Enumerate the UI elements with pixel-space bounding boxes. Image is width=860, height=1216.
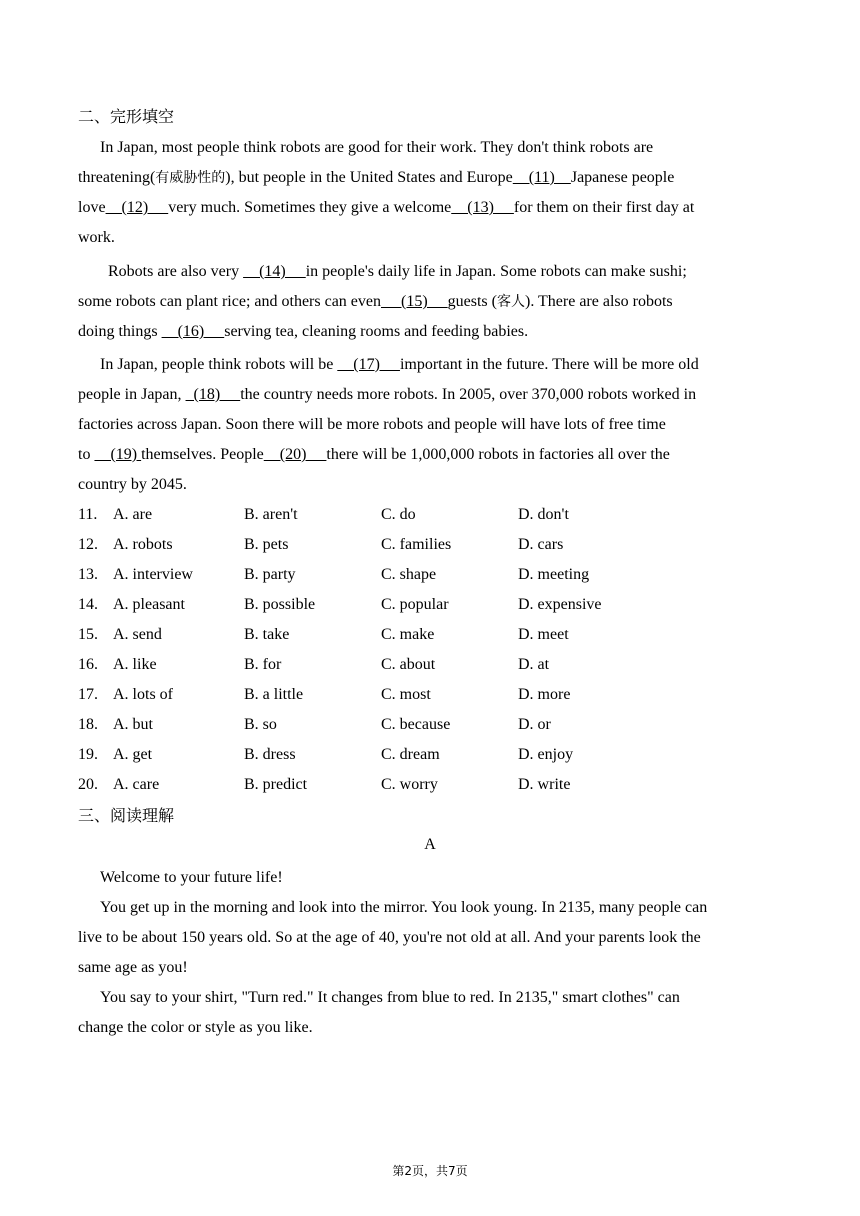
option-b: B. aren't: [244, 506, 298, 523]
option-a: A. but: [113, 716, 153, 733]
text-segment: ). There are also robots: [524, 293, 673, 310]
text-segment: Japanese people: [570, 169, 675, 186]
option-c: C. shape: [381, 566, 437, 583]
text-line: In Japan, most people think robots are good for their work. They don't think robots are: [100, 139, 654, 156]
page-footer: 第2页，共7页: [392, 1164, 468, 1178]
chinese-gloss: 有威胁性的: [155, 170, 226, 186]
text-segment: Robots are also very: [108, 263, 244, 280]
option-a: A. like: [113, 656, 157, 673]
option-d: D. at: [518, 656, 550, 673]
option-d: D. don't: [518, 506, 569, 523]
question-number: 20.: [78, 776, 98, 793]
option-b: B. pets: [244, 536, 289, 553]
text-segment: some robots can plant rice; and others can even: [78, 293, 381, 310]
text-line: country by 2045.: [78, 476, 187, 493]
option-c: C. families: [381, 536, 452, 553]
option-row: [78, 530, 778, 560]
option-d: D. enjoy: [518, 746, 574, 763]
option-d: D. cars: [518, 536, 564, 553]
text-line: You say to your shirt, "Turn red." It changes from blue to red. In 2135," smart clothes" can: [100, 989, 680, 1006]
option-c: C. most: [381, 686, 431, 703]
passage-letter: A: [424, 836, 436, 853]
option-row: [78, 500, 778, 530]
option-row: [78, 590, 778, 620]
option-b: B. a little: [244, 686, 304, 703]
question-number: 16.: [78, 656, 98, 673]
question-number: 11.: [78, 506, 98, 523]
option-a: A. pleasant: [113, 596, 185, 613]
option-row: [78, 740, 778, 770]
text-segment: very much. Sometimes they give a welcome: [168, 199, 452, 216]
option-c: C. make: [381, 626, 435, 643]
cloze-paragraph-2: [78, 257, 768, 347]
text-segment: there will be 1,000,000 robots in factories all over the: [326, 446, 670, 463]
option-b: B. for: [244, 656, 282, 673]
text-line: same age as you!: [78, 959, 188, 976]
text-line: You get up in the morning and look into the mirror. You look young. In 2135, many people can: [100, 899, 708, 916]
question-number: 18.: [78, 716, 98, 733]
blank-16: (16): [161, 323, 225, 340]
text-segment: threatening(: [78, 169, 156, 186]
blank-13: (13): [451, 199, 514, 216]
blank-11: (11): [512, 169, 571, 186]
option-b: B. dress: [244, 746, 296, 763]
text-segment: love: [78, 199, 106, 216]
text-segment: in people's daily life in Japan. Some robots can make sushi;: [305, 263, 687, 280]
option-d: D. or: [518, 716, 551, 733]
text-segment: people in Japan,: [78, 386, 186, 403]
reading-passage: [78, 863, 768, 1043]
blank-20: (20): [263, 446, 327, 463]
option-d: D. expensive: [518, 596, 602, 613]
text-segment: In Japan, people think robots will be: [100, 356, 338, 373]
section-title-reading: 三、阅读理解: [78, 806, 175, 825]
option-c: C. about: [381, 656, 436, 673]
option-row: [78, 710, 778, 740]
question-number: 15.: [78, 626, 98, 643]
option-a: A. interview: [113, 566, 193, 583]
text-segment: the country needs more robots. In 2005, over 370,000 robots worked in: [240, 386, 697, 403]
blank-12: (12): [105, 199, 169, 216]
option-b: B. predict: [244, 776, 308, 793]
text-segment: guests (: [447, 293, 497, 310]
option-a: A. lots of: [113, 686, 173, 703]
text-line: factories across Japan. Soon there will be more robots and people will have lots of free time: [78, 416, 666, 433]
question-number: 19.: [78, 746, 98, 763]
option-row: [78, 770, 778, 800]
option-d: D. meeting: [518, 566, 590, 583]
option-a: A. robots: [113, 536, 173, 553]
text-line: live to be about 150 years old. So at the age of 40, you're not old at all. And your parents look the: [78, 929, 701, 946]
option-d: D. more: [518, 686, 571, 703]
text-line: work.: [78, 229, 115, 246]
section-title-cloze: 二、完形填空: [78, 107, 175, 126]
chinese-gloss: 客人: [496, 294, 525, 310]
option-a: A. care: [113, 776, 160, 793]
cloze-paragraph-3: [78, 350, 768, 500]
text-segment: to: [78, 446, 95, 463]
option-row: [78, 560, 778, 590]
option-d: D. write: [518, 776, 571, 793]
text-segment: themselves. People: [141, 446, 264, 463]
option-b: B. so: [244, 716, 277, 733]
option-b: B. possible: [244, 596, 316, 613]
option-c: C. because: [381, 716, 451, 733]
question-number: 14.: [78, 596, 98, 613]
text-line: Welcome to your future life!: [100, 869, 283, 886]
option-c: C. worry: [381, 776, 438, 793]
question-number: 17.: [78, 686, 98, 703]
text-line: change the color or style as you like.: [78, 1019, 313, 1036]
option-row: [78, 620, 778, 650]
text-segment: important in the future. There will be more old: [399, 356, 699, 373]
option-c: C. dream: [381, 746, 440, 763]
option-b: B. take: [244, 626, 290, 643]
option-row: [78, 650, 778, 680]
blank-15: (15): [381, 293, 448, 310]
option-a: A. send: [113, 626, 162, 643]
option-row: [78, 680, 778, 710]
blank-17: (17): [337, 356, 400, 373]
text-segment: ), but people in the United States and Europe: [225, 169, 513, 186]
option-d: D. meet: [518, 626, 569, 643]
question-number: 13.: [78, 566, 98, 583]
text-segment: serving tea, cleaning rooms and feeding babies.: [224, 323, 529, 340]
question-number: 12.: [78, 536, 98, 553]
option-a: A. get: [113, 746, 153, 763]
option-c: C. do: [381, 506, 416, 523]
cloze-paragraph-1: [78, 133, 768, 253]
option-c: C. popular: [381, 596, 449, 613]
blank-14: (14): [243, 263, 306, 280]
text-segment: doing things: [78, 323, 162, 340]
option-b: B. party: [244, 566, 296, 583]
option-a: A. are: [113, 506, 153, 523]
blank-19: (19): [94, 446, 142, 463]
text-segment: for them on their first day at: [513, 199, 695, 216]
blank-18: (18): [185, 386, 241, 403]
